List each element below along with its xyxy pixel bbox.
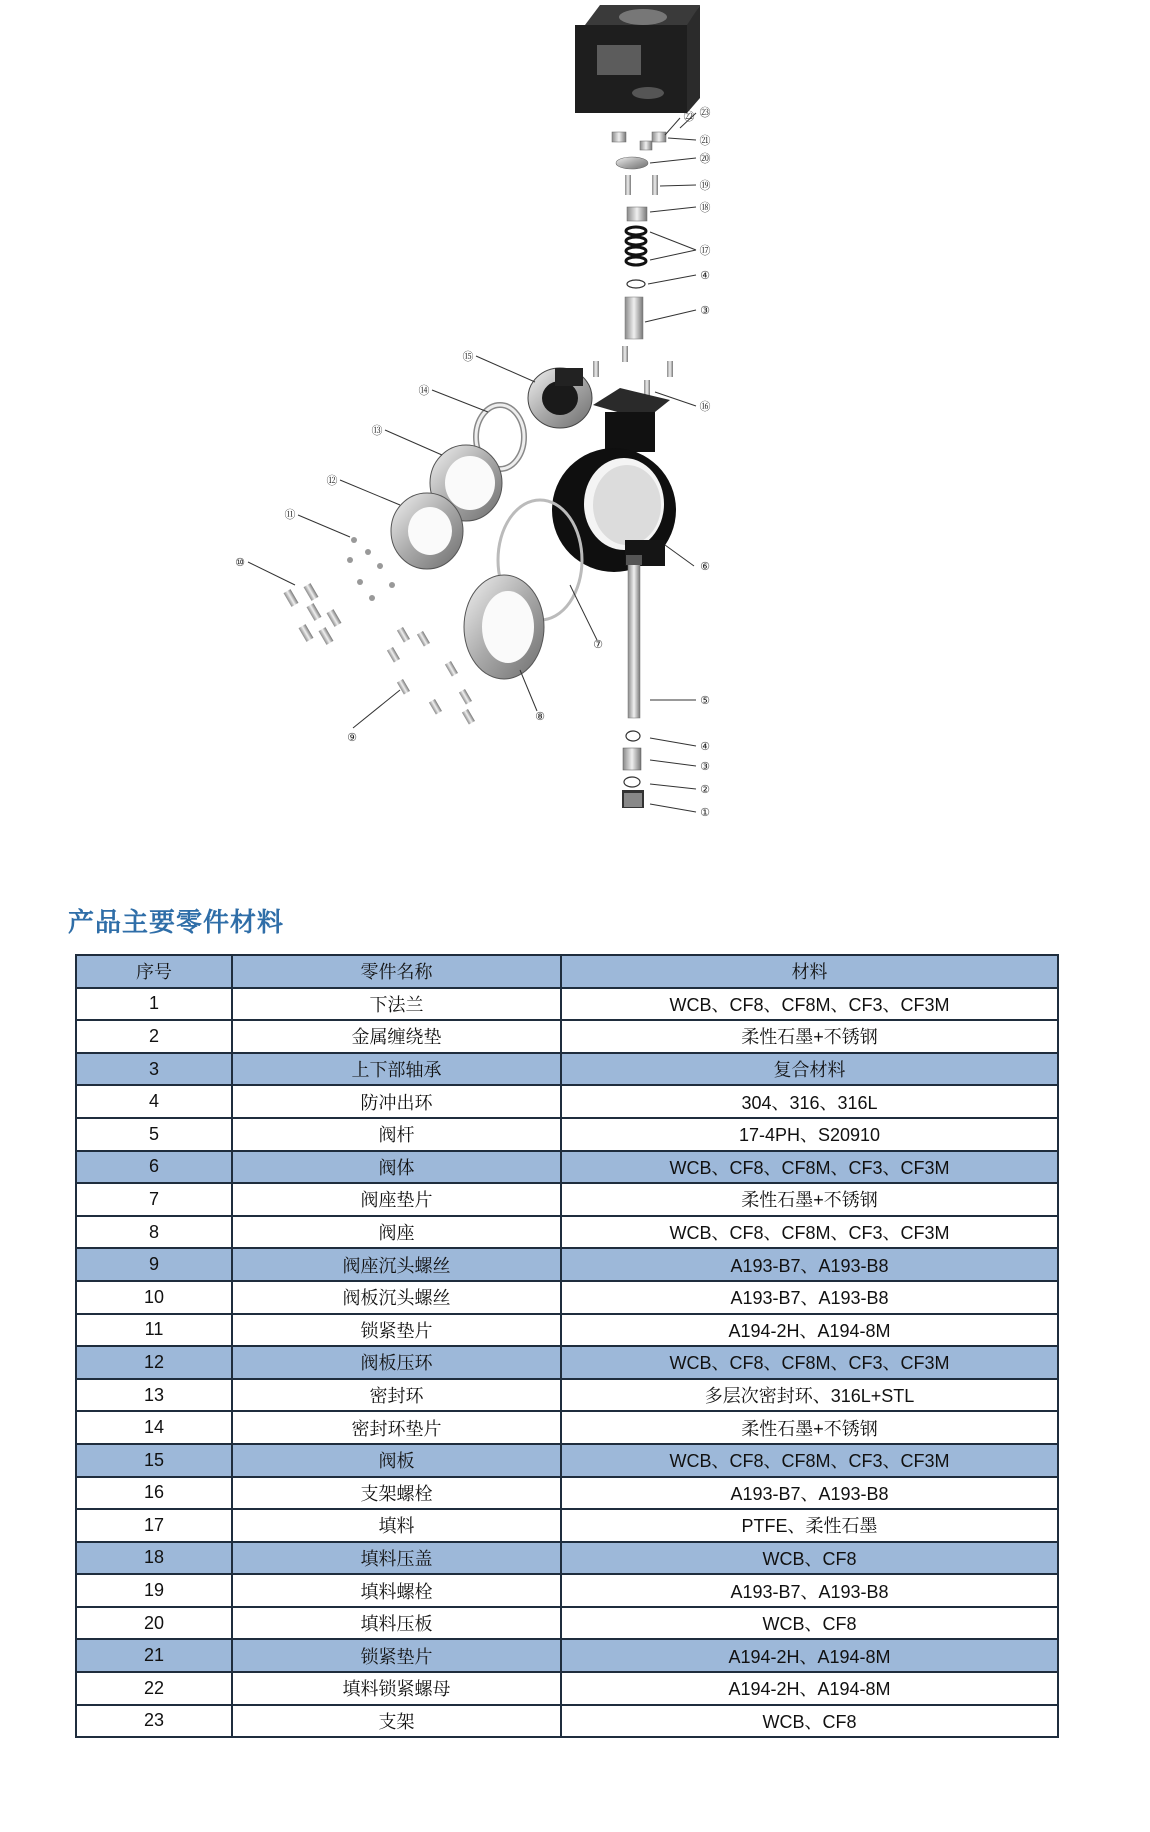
callout-c15: ⑮ xyxy=(462,351,474,363)
cell-part-name: 金属缠绕垫 xyxy=(232,1020,561,1053)
callout-c4b: ④ xyxy=(700,741,710,753)
table-row xyxy=(76,1281,1058,1314)
table-row xyxy=(76,1151,1058,1184)
cell-number: 9 xyxy=(76,1248,232,1281)
cell-part-name: 阀板沉头螺丝 xyxy=(232,1281,561,1314)
table-row xyxy=(76,1705,1058,1738)
cell-part-name: 锁紧垫片 xyxy=(232,1639,561,1672)
cell-material: 柔性石墨+不锈钢 xyxy=(561,1183,1058,1216)
table-row xyxy=(76,1379,1058,1412)
callout-c19: ⑲ xyxy=(699,180,711,192)
cell-material: 17-4PH、S20910 xyxy=(561,1118,1058,1151)
cell-part-name: 阀座垫片 xyxy=(232,1183,561,1216)
callout-c12: ⑫ xyxy=(326,475,338,487)
callout-c3b: ③ xyxy=(700,761,710,773)
stem-part xyxy=(622,555,644,808)
callout-c13: ⑬ xyxy=(371,425,383,437)
cell-part-name: 下法兰 xyxy=(232,988,561,1021)
cell-number: 2 xyxy=(76,1020,232,1053)
cell-part-name: 阀体 xyxy=(232,1151,561,1184)
cell-number: 5 xyxy=(76,1118,232,1151)
cell-number: 17 xyxy=(76,1509,232,1542)
callout-c18: ⑱ xyxy=(699,202,711,214)
cell-material: WCB、CF8 xyxy=(561,1542,1058,1575)
cell-number: 6 xyxy=(76,1151,232,1184)
cell-material: A194-2H、A194-8M xyxy=(561,1672,1058,1705)
cell-material: A193-B7、A193-B8 xyxy=(561,1477,1058,1510)
cell-number: 16 xyxy=(76,1477,232,1510)
callout-c11: ⑪ xyxy=(284,509,296,521)
cell-number: 12 xyxy=(76,1346,232,1379)
cell-part-name: 填料 xyxy=(232,1509,561,1542)
cell-material: 304、316、316L xyxy=(561,1085,1058,1118)
cell-part-name: 密封环 xyxy=(232,1379,561,1412)
table-row xyxy=(76,1607,1058,1640)
cell-material: A194-2H、A194-8M xyxy=(561,1639,1058,1672)
table-row xyxy=(76,1346,1058,1379)
cell-number: 19 xyxy=(76,1574,232,1607)
callout-c1: ① xyxy=(700,807,710,819)
callout-c14: ⑭ xyxy=(418,385,430,397)
callout-c3a: ③ xyxy=(700,305,710,317)
exploded-valve-diagram xyxy=(0,0,1150,880)
table-row xyxy=(76,1053,1058,1086)
cell-part-name: 阀板 xyxy=(232,1444,561,1477)
header-part-name: 零件名称 xyxy=(232,955,561,988)
cell-part-name: 上下部轴承 xyxy=(232,1053,561,1086)
cell-number: 3 xyxy=(76,1053,232,1086)
packing-parts-upper xyxy=(593,132,673,396)
cell-number: 18 xyxy=(76,1542,232,1575)
cell-part-name: 防冲出环 xyxy=(232,1085,561,1118)
table-row xyxy=(76,1314,1058,1347)
callout-c17: ⑰ xyxy=(699,245,711,257)
cell-number: 14 xyxy=(76,1411,232,1444)
table-row xyxy=(76,1574,1058,1607)
header-number: 序号 xyxy=(76,955,232,988)
cell-number: 4 xyxy=(76,1085,232,1118)
parts-material-table xyxy=(75,954,1059,1738)
cell-number: 1 xyxy=(76,988,232,1021)
table-row xyxy=(76,1672,1058,1705)
callout-c23: ㉓ xyxy=(699,107,711,119)
cell-number: 20 xyxy=(76,1607,232,1640)
cell-part-name: 阀座沉头螺丝 xyxy=(232,1248,561,1281)
cell-number: 10 xyxy=(76,1281,232,1314)
cell-material: A193-B7、A193-B8 xyxy=(561,1574,1058,1607)
callout-c9: ⑨ xyxy=(347,732,357,744)
cell-number: 21 xyxy=(76,1639,232,1672)
cell-number: 22 xyxy=(76,1672,232,1705)
table-row xyxy=(76,1639,1058,1672)
callout-c21: ㉑ xyxy=(699,135,711,147)
cell-material: WCB、CF8、CF8M、CF3、CF3M xyxy=(561,1346,1058,1379)
cell-number: 8 xyxy=(76,1216,232,1249)
table-row xyxy=(76,988,1058,1021)
cell-part-name: 填料锁紧螺母 xyxy=(232,1672,561,1705)
cell-material: PTFE、柔性石墨 xyxy=(561,1509,1058,1542)
cell-material: 多层次密封环、316L+STL xyxy=(561,1379,1058,1412)
callout-c4a: ④ xyxy=(700,270,710,282)
table-row xyxy=(76,1509,1058,1542)
table-row xyxy=(76,1216,1058,1249)
table-row xyxy=(76,1444,1058,1477)
cell-part-name: 密封环垫片 xyxy=(232,1411,561,1444)
cell-material: WCB、CF8、CF8M、CF3、CF3M xyxy=(561,1444,1058,1477)
cell-material: A194-2H、A194-8M xyxy=(561,1314,1058,1347)
screws-and-washers xyxy=(284,537,475,725)
table-row xyxy=(76,1020,1058,1053)
cell-number: 13 xyxy=(76,1379,232,1412)
header-material: 材料 xyxy=(561,955,1058,988)
cell-material: A193-B7、A193-B8 xyxy=(561,1281,1058,1314)
cell-number: 23 xyxy=(76,1705,232,1738)
cell-part-name: 填料螺栓 xyxy=(232,1574,561,1607)
cell-material: 复合材料 xyxy=(561,1053,1058,1086)
cell-material: WCB、CF8、CF8M、CF3、CF3M xyxy=(561,1151,1058,1184)
table-row xyxy=(76,1411,1058,1444)
callout-c6: ⑥ xyxy=(700,561,710,573)
cell-part-name: 锁紧垫片 xyxy=(232,1314,561,1347)
cell-part-name: 阀座 xyxy=(232,1216,561,1249)
cell-part-name: 阀板压环 xyxy=(232,1346,561,1379)
cell-material: 柔性石墨+不锈钢 xyxy=(561,1411,1058,1444)
cell-number: 11 xyxy=(76,1314,232,1347)
cell-part-name: 支架螺栓 xyxy=(232,1477,561,1510)
cell-material: WCB、CF8、CF8M、CF3、CF3M xyxy=(561,988,1058,1021)
callout-c16: ⑯ xyxy=(699,401,711,413)
table-row xyxy=(76,1183,1058,1216)
table-row xyxy=(76,1477,1058,1510)
table-row xyxy=(76,1118,1058,1151)
callout-c7: ⑦ xyxy=(593,639,603,651)
cell-material: 柔性石墨+不锈钢 xyxy=(561,1020,1058,1053)
callout-c2: ② xyxy=(700,784,710,796)
callout-c20: ⑳ xyxy=(699,153,711,165)
callout-c5: ⑤ xyxy=(700,695,710,707)
cell-material: A193-B7、A193-B8 xyxy=(561,1248,1058,1281)
callout-c10: ⑩ xyxy=(235,557,245,569)
callout-c8: ⑧ xyxy=(535,711,545,723)
table-row xyxy=(76,1085,1058,1118)
cell-part-name: 支架 xyxy=(232,1705,561,1738)
cell-part-name: 填料压盖 xyxy=(232,1542,561,1575)
table-row xyxy=(76,1542,1058,1575)
cell-part-name: 填料压板 xyxy=(232,1607,561,1640)
bracket-part xyxy=(575,5,700,113)
cell-number: 15 xyxy=(76,1444,232,1477)
cell-part-name: 阀杆 xyxy=(232,1118,561,1151)
cell-number: 7 xyxy=(76,1183,232,1216)
callout-c22: ㉒ xyxy=(683,111,695,123)
cell-material: WCB、CF8、CF8M、CF3、CF3M xyxy=(561,1216,1058,1249)
cell-material: WCB、CF8 xyxy=(561,1607,1058,1640)
table-row xyxy=(76,1248,1058,1281)
cell-material: WCB、CF8 xyxy=(561,1705,1058,1738)
section-title: 产品主要零件材料 xyxy=(68,908,285,938)
table-header-row xyxy=(76,955,1058,988)
